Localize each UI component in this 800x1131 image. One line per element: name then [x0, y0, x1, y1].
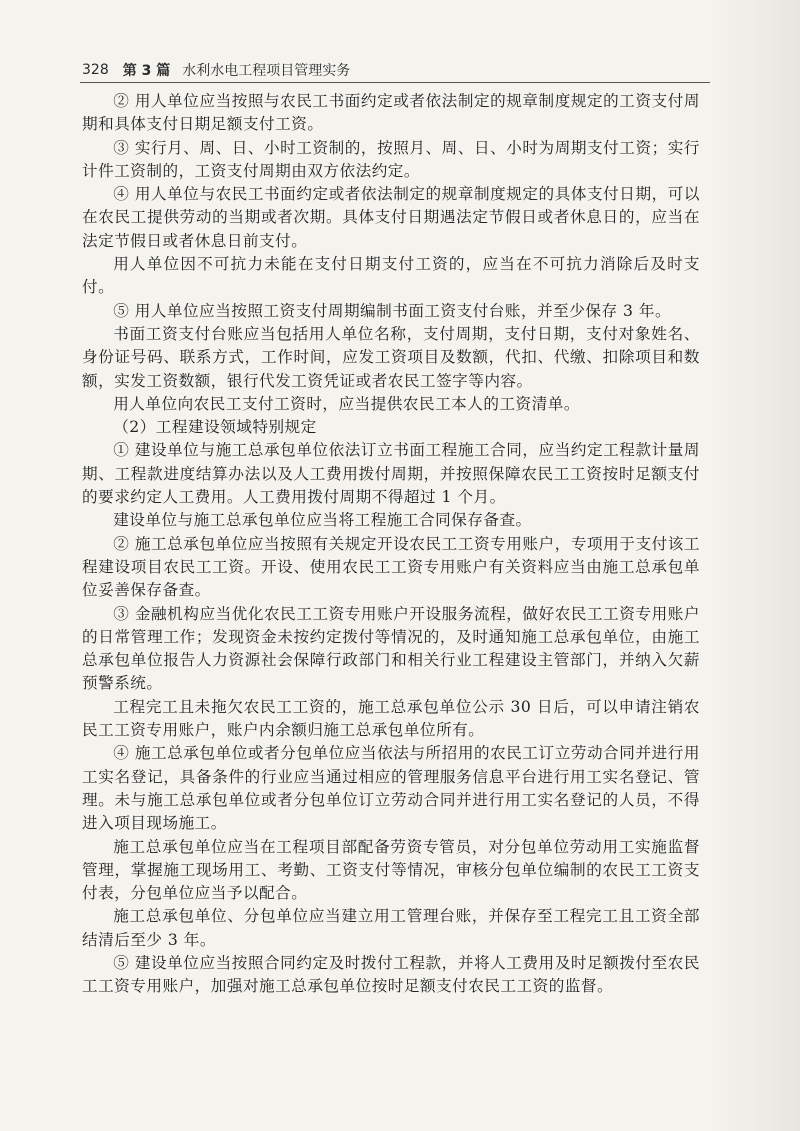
- paragraph: ③ 金融机构应当优化农民工工资专用账户开设服务流程，做好农民工工资专用账户的日常管理工作；发现资金未按约定拨付等情况的，及时通知施工总承包单位，由施工总承包单位报告人力资源社会保障行政部门和相关行业工程建设主管部门，并纳入欠薪预警系统。: [82, 604, 700, 693]
- paragraph: 书面工资支付台账应当包括用人单位名称，支付周期，支付日期，支付对象姓名、身份证号码、联系方式，工作时间，应发工资项目及数额，代扣、代缴、扣除项目和数额，实发工资数额，银行代发工资凭证或者农民工签字等内容。: [82, 324, 700, 390]
- paragraph: ⑤ 用人单位应当按照工资支付周期编制书面工资支付台账，并至少保存 3 年。: [113, 301, 672, 320]
- book-title: 水利水电工程项目管理实务: [182, 63, 351, 79]
- paragraph: 建设单位与施工总承包单位应当将工程施工合同保存备查。: [113, 511, 532, 530]
- paragraph: ② 施工总承包单位应当按照有关规定开设农民工工资专用账户，专项用于支付该工程建设项目农民工工资。开设、使用农民工工资专用账户有关资料应当由施工总承包单位妥善保存备查。: [82, 534, 700, 600]
- running-header: [82, 58, 702, 82]
- paragraph: 施工总承包单位、分包单位应当建立用工管理台账，并保存至工程完工且工资全部结清后至少 3 年。: [82, 907, 700, 949]
- page-body: [82, 90, 700, 999]
- page-edge-shadow: [710, 0, 800, 1131]
- header-rule: [80, 82, 710, 83]
- part-label: 第 3 篇: [122, 63, 171, 79]
- paragraph: ④ 用人单位与农民工书面约定或者依法制定的规章制度规定的具体支付日期，可以在农民工提供劳动的当期或者次期。具体支付日期遇法定节假日或者休息日的，应当在法定节假日或者休息日前支付。: [82, 185, 700, 250]
- paragraph: ⑤ 建设单位应当按照合同约定及时拨付工程款，并将人工费用及时足额拨付至农民工工资专用账户，加强对施工总承包单位按时足额支付农民工工资的监督。: [82, 953, 700, 996]
- paragraph: ④ 施工总承包单位或者分包单位应当依法与所招用的农民工订立劳动合同并进行用工实名登记，具备条件的行业应当通过相应的管理服务信息平台进行用工实名登记、管理。未与施工总承包单位或者分包单位订立劳动合同并进行用工实名登记的人员，不得进入项目现场施工。: [82, 744, 700, 833]
- section-heading: （2）工程建设领域特别规定: [113, 418, 317, 437]
- paragraph: ① 建设单位与施工总承包单位依法订立书面工程施工合同，应当约定工程款计量周期、工程款进度结算办法以及人工费用拨付周期，并按照保障农民工工资按时足额支付的要求约定人工费用。人工费用拨付周期不得超过 1 个月。: [82, 441, 700, 507]
- page-number: 328: [82, 62, 109, 78]
- paragraph: 用人单位向农民工支付工资时，应当提供农民工本人的工资清单。: [113, 394, 580, 413]
- paragraph: 施工总承包单位应当在工程项目部配备劳资专管员，对分包单位劳动用工实施监督管理，掌握施工现场用工、考勤、工资支付等情况，审核分包单位编制的农民工工资支付表，分包单位应当予以配合。: [82, 837, 700, 903]
- paragraph: ② 用人单位应当按照与农民工书面约定或者依法制定的规章制度规定的工资支付周期和具体支付日期足额支付工资。: [82, 92, 700, 134]
- paragraph: ③ 实行月、周、日、小时工资制的，按照月、周、日、小时为周期支付工资；实行计件工资制的，工资支付周期由双方依法约定。: [82, 138, 700, 180]
- paragraph: 工程完工且未拖欠农民工工资的，施工总承包单位公示 30 日后，可以申请注销农民工工资专用账户，账户内余额归施工总承包单位所有。: [82, 697, 700, 740]
- paragraph: 用人单位因不可抗力未能在支付日期支付工资的，应当在不可抗力消除后及时支付。: [82, 255, 700, 297]
